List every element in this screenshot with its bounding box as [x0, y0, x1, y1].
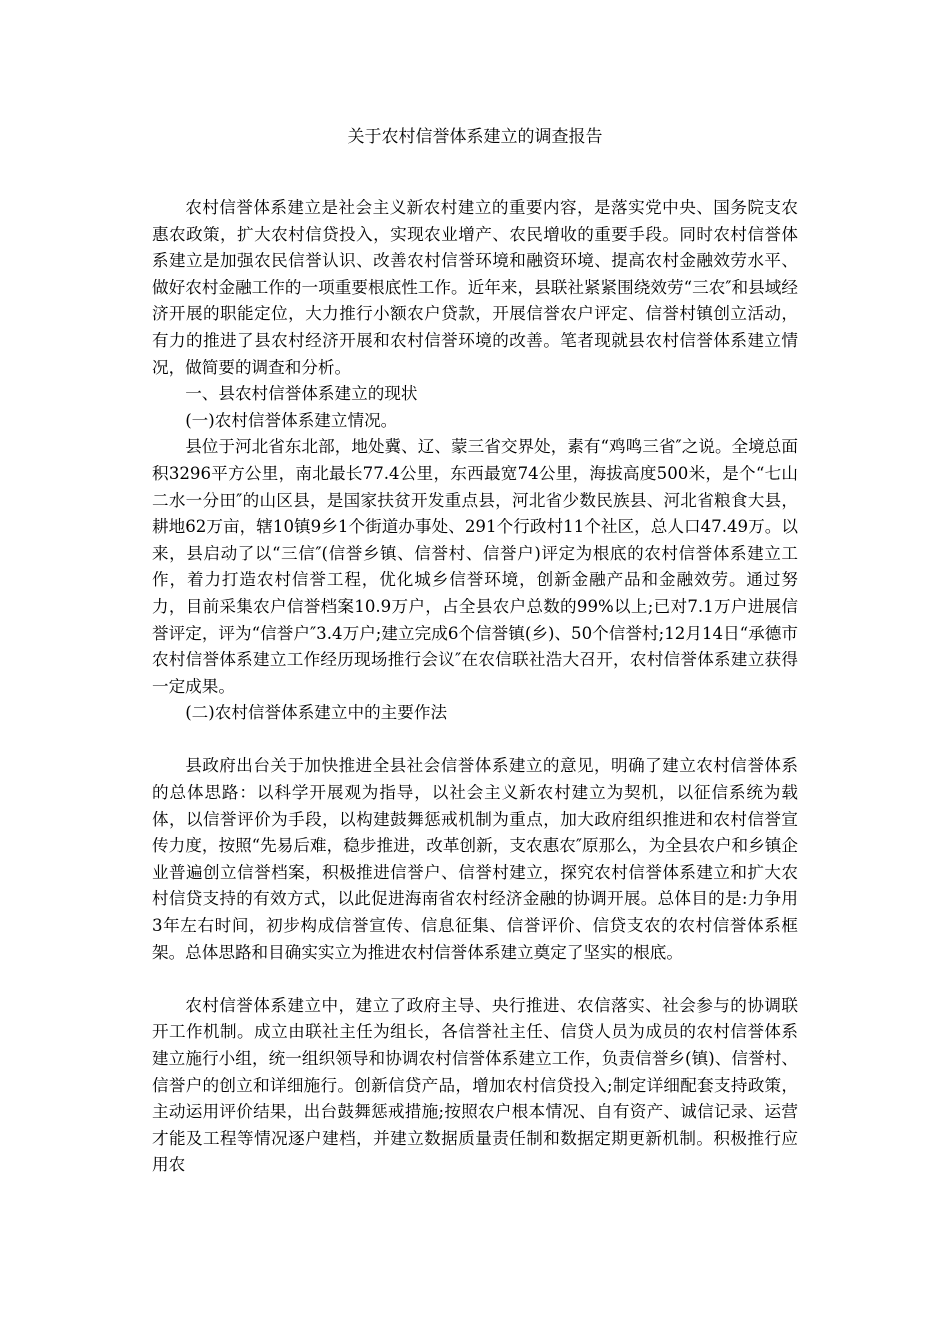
document-body: [152, 195, 798, 1179]
section-heading-1: 一、县农村信誉体系建立的现状: [185, 384, 418, 404]
paragraph-government-opinion: 县政府出台关于加快推进全县社会信誉体系建立的意见，明确了建立农村信誉体系的总体思路：以科学开展观为指导，以社会主义新农村建立为契机，以征信系统为载体，以信誉评价为手段，以构建鼓舞惩戒机制为重点，加大政府组织推进和农村信誉宣传力度，按照“先易后难，稳步推进，改革创新，支农惠农″原那么，为全县农户和乡镇企业普遍创立信誉档案，积极推进信誉户、信誉村建立，探究农村信誉体系建立和扩大农村信贷支持的有效方式，以此促进海南省农村经济金融的协调开展。总体目的是:力争用3年左右时间，初步构成信誉宣传、信息征集、信誉评价、信贷支农的农村信誉体系框架。总体思路和目确实实立为推进农村信誉体系建立奠定了坚实的根底。: [152, 756, 798, 962]
document-title: 关于农村信誉体系建立的调查报告: [347, 127, 603, 147]
subsection-heading-1: (一)农村信誉体系建立情况。: [185, 410, 398, 430]
subsection-heading-2: (二)农村信誉体系建立中的主要作法: [185, 703, 448, 723]
paragraph-intro: 农村信誉体系建立是社会主义新农村建立的重要内容，是落实党中央、国务院支农惠农政策，扩大农村信贷投入，实现农业增产、农民增收的重要手段。同时农村信誉体系建立是加强农民信誉认识、改善农村信誉环境和融资环境、提高农村金融效劳水平、做好农村金融工作的一项重要根底性工作。近年来，县联社紧紧围绕效劳“三农″和县域经济开展的职能定位，大力推行小额农户贷款，开展信誉农户评定、信誉村镇创立活动，有力的推进了县农村经济开展和农村信誉环境的改善。笔者现就县农村信誉体系建立情况，做简要的调查和分析。: [152, 198, 798, 377]
paragraph-county-overview: 县位于河北省东北部，地处冀、辽、蒙三省交界处，素有“鸡鸣三省″之说。全境总面积3296平方公里，南北最长77.4公里，东西最宽74公里，海拔高度500米，是个“七山二水一分田″的山区县，是国家扶贫开发重点县，河北省少数民族县、河北省粮食大县，耕地62万亩，辖10镇9乡1个街道办事处、291个行政村11个社区，总人口47.49万。以来，县启动了以“三信″(信誉乡镇、信誉村、信誉户)评定为根底的农村信誉体系建立工作，着力打造农村信誉工程，优化城乡信誉环境，创新金融产品和金融效劳。通过努力，目前采集农户信誉档案10.9万户，占全县农户总数的99%以上;已对7.1万户进展信誉评定，评为“信誉户″3.4万户;建立完成6个信誉镇(乡)、50个信誉村;12月14日“承德市农村信誉体系建立工作经历现场推行会议″在农信联社浩大召开，农村信誉体系建立获得一定成果。: [152, 437, 798, 696]
paragraph-working-mechanism: 农村信誉体系建立中，建立了政府主导、央行推进、农信落实、社会参与的协调联开工作机制。成立由联社主任为组长，各信誉社主任、信贷人员为成员的农村信誉体系建立施行小组，统一组织领导和协调农村信誉体系建立工作，负责信誉乡(镇)、信誉村、信誉户的创立和详细施行。创新信贷产品，增加农村信贷投入;制定详细配套支持政策，主动运用评价结果，出台鼓舞惩戒措施;按照农户根本情况、自有资产、诚信记录、运营才能及工程等情况逐户建档，并建立数据质量责任制和数据定期更新机制。积极推行应用农: [152, 995, 798, 1175]
